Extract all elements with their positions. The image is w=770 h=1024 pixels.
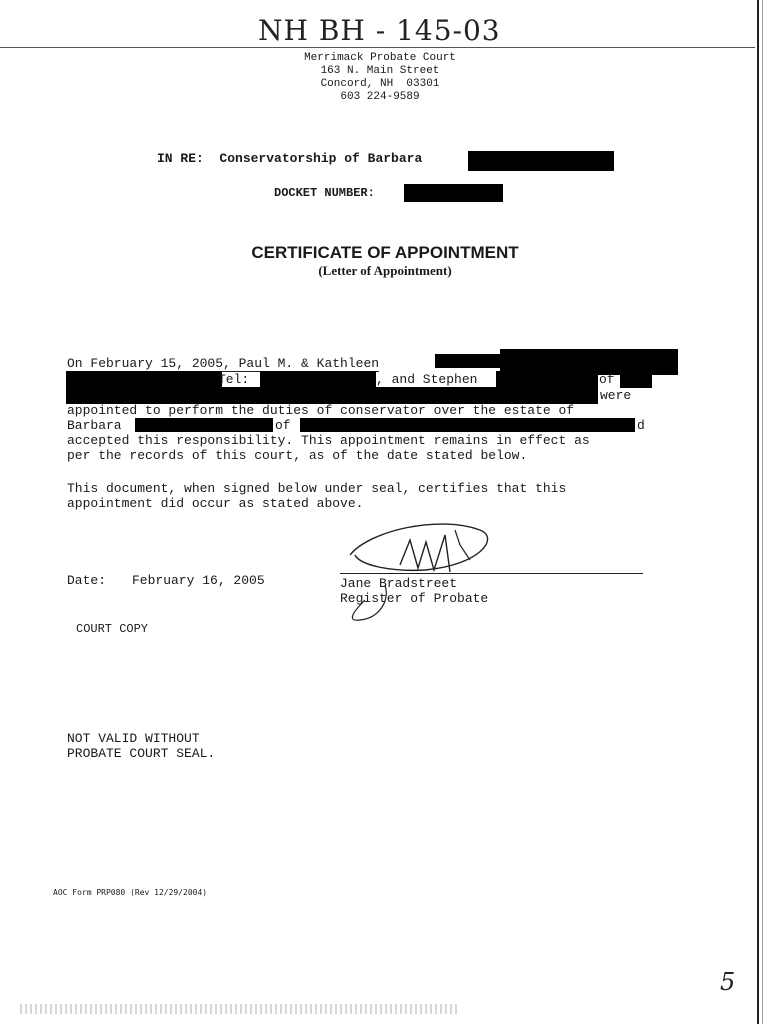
court-copy-label: COURT COPY xyxy=(76,622,149,636)
redaction-box xyxy=(66,371,222,388)
redaction-box xyxy=(300,418,635,432)
in-re-line xyxy=(157,151,422,166)
body-line: d xyxy=(637,418,645,433)
in-re-value: Conservatorship of Barbara xyxy=(219,151,423,166)
scan-artifact xyxy=(20,1004,460,1014)
not-valid-line: NOT VALID WITHOUT xyxy=(67,731,200,746)
body-line: Tel: xyxy=(218,372,250,387)
court-street: 163 N. Main Street xyxy=(320,65,440,77)
handwritten-reference: NH BH - 145-03 xyxy=(258,14,501,47)
redaction-box xyxy=(496,371,598,388)
body-line: appointed to perform the duties of conservator over the estate of xyxy=(67,403,575,418)
signer-name: Jane Bradstreet xyxy=(340,576,458,591)
body-line: This document, when signed below under seal, certifies that this xyxy=(67,481,567,496)
redaction-box xyxy=(404,184,503,202)
document-title: CERTIFICATE OF APPOINTMENT xyxy=(251,243,519,262)
page-edge xyxy=(757,0,759,1024)
signer-title: Register of Probate xyxy=(340,591,489,606)
redaction-box xyxy=(260,371,376,388)
court-address-block xyxy=(230,52,530,104)
body-line: of xyxy=(275,418,291,433)
redaction-box xyxy=(135,418,273,432)
document-subtitle: (Letter of Appointment) xyxy=(318,263,452,278)
body-line: of xyxy=(599,372,615,387)
body-line: Barbara xyxy=(67,418,122,433)
body-line: were xyxy=(600,388,632,403)
date-value: February 16, 2005 xyxy=(132,573,265,588)
date-label: Date: xyxy=(67,573,107,588)
header-rule xyxy=(0,47,755,48)
page-edge-shadow xyxy=(762,0,763,1024)
redaction-box xyxy=(468,151,614,171)
not-valid-line: PROBATE COURT SEAL. xyxy=(67,746,216,761)
court-phone: 603 224-9589 xyxy=(340,91,420,103)
court-city: Concord, NH 03301 xyxy=(320,78,440,90)
body-line: On February 15, 2005, Paul M. & Kathleen xyxy=(67,356,380,371)
court-name: Merrimack Probate Court xyxy=(304,52,456,64)
in-re-label: IN RE: xyxy=(157,151,204,166)
body-line: per the records of this court, as of the date stated below. xyxy=(67,448,528,463)
redaction-box xyxy=(620,371,652,388)
form-identifier: AOC Form PRP080 (Rev 12/29/2004) xyxy=(53,888,208,897)
redaction-box xyxy=(66,387,598,404)
body-line: accepted this responsibility. This appointment remains in effect as xyxy=(67,433,590,448)
body-line: , and Stephen xyxy=(376,372,478,387)
docket-label: DOCKET NUMBER: xyxy=(274,186,375,200)
signature-line xyxy=(340,573,643,574)
page-number: 5 xyxy=(720,968,736,996)
body-line: appointment did occur as stated above. xyxy=(67,496,364,511)
signature-scribble xyxy=(330,510,500,625)
